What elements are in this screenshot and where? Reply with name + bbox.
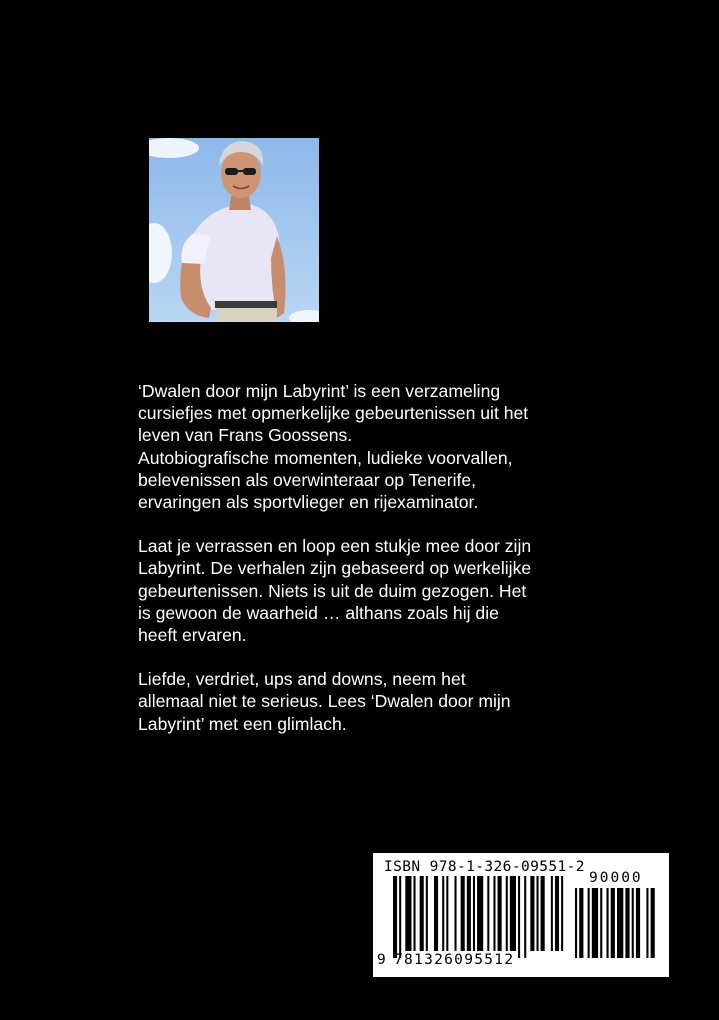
barcode-bar	[393, 876, 397, 958]
barcode-bar	[446, 876, 448, 951]
barcode-bar	[632, 888, 634, 958]
author-photo	[149, 138, 319, 322]
barcode-bar	[414, 876, 416, 951]
barcode-bar	[442, 876, 444, 951]
blurb-paragraph-2: Laat je verrassen en loop een stukje mee door zijn Labyrint. De verhalen zijn gebaseerd op werkelijke gebeurtenissen. Niets is uit de duim gezogen. Het is gewoon de waarheid … althans zoals hij die heeft ervaren.	[138, 536, 532, 646]
barcode-bar	[530, 876, 534, 951]
barcode-bar	[588, 888, 590, 958]
barcode-bar	[498, 876, 502, 951]
barcode-bar	[477, 876, 483, 951]
barcode-bar	[541, 876, 545, 951]
back-cover-blurb	[138, 380, 588, 757]
blurb-paragraph-1: ‘Dwalen door mijn Labyrint’ is een verzameling cursiefjes met opmerkelijke gebeurtenissen uit het leven van Frans Goossens. Autobiografische momenten, ludieke voorvallen, belevenissen als overwinteraar op Tenerife, ervaringen als sportvlieger en rijexaminator.	[138, 381, 529, 513]
blurb-paragraph-3: Liefde, verdriet, ups and downs, neem het allemaal niet te serieus. Lees ‘Dwalen door mijn Labyrint’ met een glimlach.	[138, 669, 511, 734]
barcode-bar	[405, 876, 411, 951]
barcode-bar	[493, 876, 495, 951]
barcode-bar	[461, 876, 465, 951]
isbn-barcode	[373, 853, 669, 977]
barcode-bar	[506, 876, 508, 951]
barcode-bar	[467, 876, 471, 951]
barcode-bar	[617, 888, 623, 958]
barcode-addon-price: 90000	[589, 870, 643, 886]
barcode-bar	[600, 888, 602, 958]
barcode-bar	[455, 876, 457, 951]
barcode-bar	[537, 876, 539, 951]
barcode-bar	[561, 876, 563, 951]
barcode-bar	[510, 876, 516, 951]
barcode-bar	[518, 876, 520, 958]
barcode-bar	[611, 888, 615, 958]
barcode-bar	[420, 876, 424, 951]
barcode-bar	[555, 876, 559, 951]
barcode-bar	[646, 888, 648, 958]
barcode-bar	[651, 888, 655, 958]
barcode-bar	[625, 888, 629, 958]
barcode-bar	[551, 876, 553, 951]
barcode-bar	[636, 888, 640, 958]
barcode-bar	[575, 888, 577, 958]
ean-lead-digit: 9	[377, 952, 386, 968]
ean-digits: 781326095512	[394, 952, 515, 968]
barcode-bar	[399, 876, 401, 958]
barcode-bar	[426, 876, 428, 951]
barcode-bar	[434, 876, 438, 951]
barcode-bar	[607, 888, 609, 958]
barcode-bar	[592, 888, 598, 958]
barcode-bar	[473, 876, 475, 951]
barcode-bar	[487, 876, 489, 951]
barcode-bar	[579, 888, 583, 958]
isbn-label: ISBN 978-1-326-09551-2	[384, 859, 585, 875]
barcode-bar	[524, 876, 526, 958]
